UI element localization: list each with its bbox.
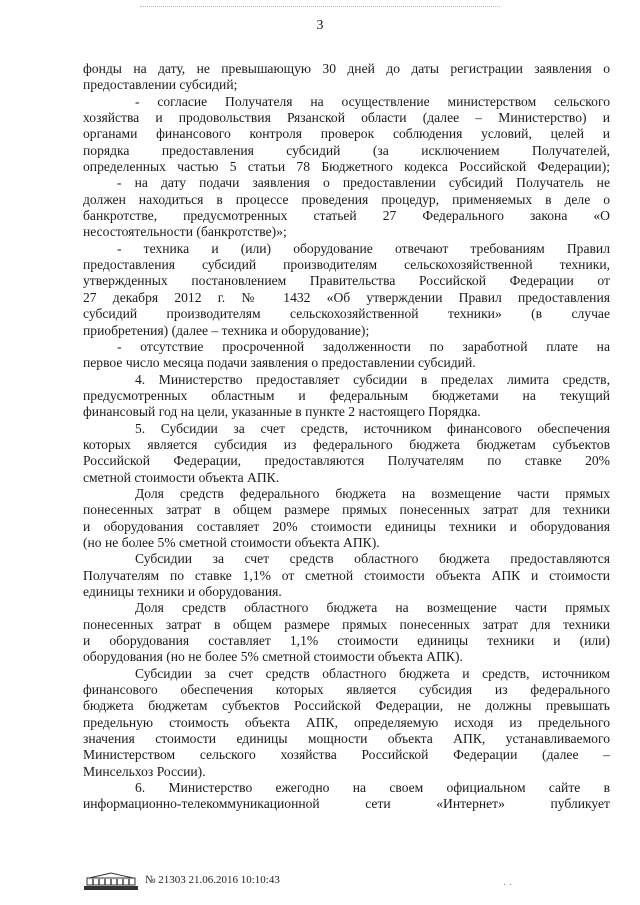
text-line: должен находиться в процессе проведения процедур, применяемых в деле о: [83, 191, 610, 207]
text-line: понесенных затрат в общем размере прямых понесенных затрат для техники: [83, 616, 610, 632]
text-line: Доля средств федерального бюджета на возмещение части прямых: [135, 485, 610, 501]
text-line: хозяйства и продовольствия Рязанской области (далее – Министерство) и: [83, 110, 610, 126]
text-line: порядка предоставления субсидий (за исключением Получателей,: [83, 142, 610, 158]
text-line: предусмотренных областным и федеральным бюджетами на текущий: [83, 387, 610, 403]
text-line: предельную стоимость объекта АПК, определяемую исходя из предельного: [83, 714, 610, 730]
text-line: фонды на дату, не превышающую 30 дней до даты регистрации заявления о: [83, 61, 610, 76]
text-line: 27 декабря 2012 г. № 1432 «Об утверждении Правил предоставления: [83, 289, 610, 305]
text-line: предоставлении субсидий;: [83, 77, 238, 93]
text-line: информационно-телекоммуникационной сети «Интернет» публикует: [83, 796, 610, 812]
text-line: - отсутствие просроченной задолженности по заработной плате на: [117, 338, 610, 354]
text-line: финансовый год на цели, указанные в пункте 2 настоящего Порядка.: [83, 404, 481, 420]
text-line: значения стоимости единицы мощности объекта АПК, устанавливаемого: [83, 731, 610, 747]
text-line: Субсидии за счет средств областного бюджета и средств, источником: [135, 665, 610, 681]
registry-stamp-icon: [83, 872, 139, 892]
scan-noise: [140, 6, 500, 9]
text-line: Субсидии за счет средств областного бюджета предоставляются: [135, 551, 610, 567]
text-line: первое число месяца подачи заявления о предоставлении субсидий.: [83, 355, 476, 371]
text-line: Минсельхоз России).: [83, 763, 206, 779]
text-line: 5. Субсидии за счет средств, источником финансового обеспечения: [135, 420, 610, 436]
text-line: субсидий производителям сельскохозяйственной техники» (в случае: [83, 306, 610, 322]
text-line: Получателям по ставке 1,1% от сметной стоимости объекта АПК и стоимости: [83, 567, 610, 583]
registration-stamp-text: № 21303 21.06.2016 10:10:43: [145, 874, 280, 886]
text-line: оборудования (но не более 5% сметной стоимости объекта АПК).: [83, 649, 463, 665]
text-line: - на дату подачи заявления о предоставлении субсидий Получатель не: [117, 175, 610, 191]
registration-footer: [83, 868, 583, 894]
text-line: Министерством сельского хозяйства Российской Федерации (далее –: [83, 747, 610, 763]
text-line: утвержденных постановлением Правительства Российской Федерации от: [83, 273, 610, 289]
text-line: - техника и (или) оборудование отвечают требованиям Правил: [117, 240, 610, 256]
text-line: органами финансового контроля проверок соблюдения условий, целей и: [83, 126, 610, 142]
text-line: сметной стоимости объекта АПК.: [83, 469, 280, 485]
text-line: предоставления субсидий производителям сельскохозяйственной техники,: [83, 257, 610, 273]
text-line: несостоятельности (банкротстве)»;: [83, 224, 287, 240]
text-line: Доля средств областного бюджета на возмещение части прямых: [135, 600, 610, 616]
text-line: 6. Министерство ежегодно на своем официальном сайте в: [135, 780, 610, 796]
text-line: и оборудования составляет 1,1% стоимости единицы техники и (или): [83, 633, 610, 649]
text-line: приобретения) (далее – техника и оборудование);: [83, 322, 370, 338]
text-line: единицы техники и оборудования.: [83, 584, 282, 599]
text-line: финансового обеспечения которых является субсидия из федерального: [83, 682, 610, 698]
text-line: (но не более 5% сметной стоимости объекта АПК).: [83, 534, 380, 550]
text-line: Российской Федерации, предоставляются Получателям по ставке 20%: [83, 453, 610, 469]
text-line: - согласие Получателя на осуществление министерством сельского: [135, 93, 610, 109]
text-line: 4. Министерство предоставляет субсидии в пределах лимита средств,: [135, 371, 610, 387]
document-body: [83, 61, 610, 813]
text-line: банкротстве, предусмотренных статьей 27 Федерального закона «О: [83, 208, 610, 224]
text-line: понесенных затрат в общем размере прямых понесенных затрат для техники: [83, 502, 610, 518]
text-line: бюджета бюджетам субъектов Российской Федерации, не должны превышать: [83, 698, 610, 714]
text-line: определенных частью 5 статьи 78 Бюджетного кодекса Российской Федерации);: [83, 159, 610, 175]
scan-noise-mark: · ·: [503, 880, 513, 891]
text-line: и оборудования составляет 20% стоимости единицы техники и оборудования: [83, 518, 610, 534]
page-number: 3: [316, 18, 324, 33]
text-line: которых является субсидия из федерального бюджета бюджетам субъектов: [83, 436, 610, 452]
